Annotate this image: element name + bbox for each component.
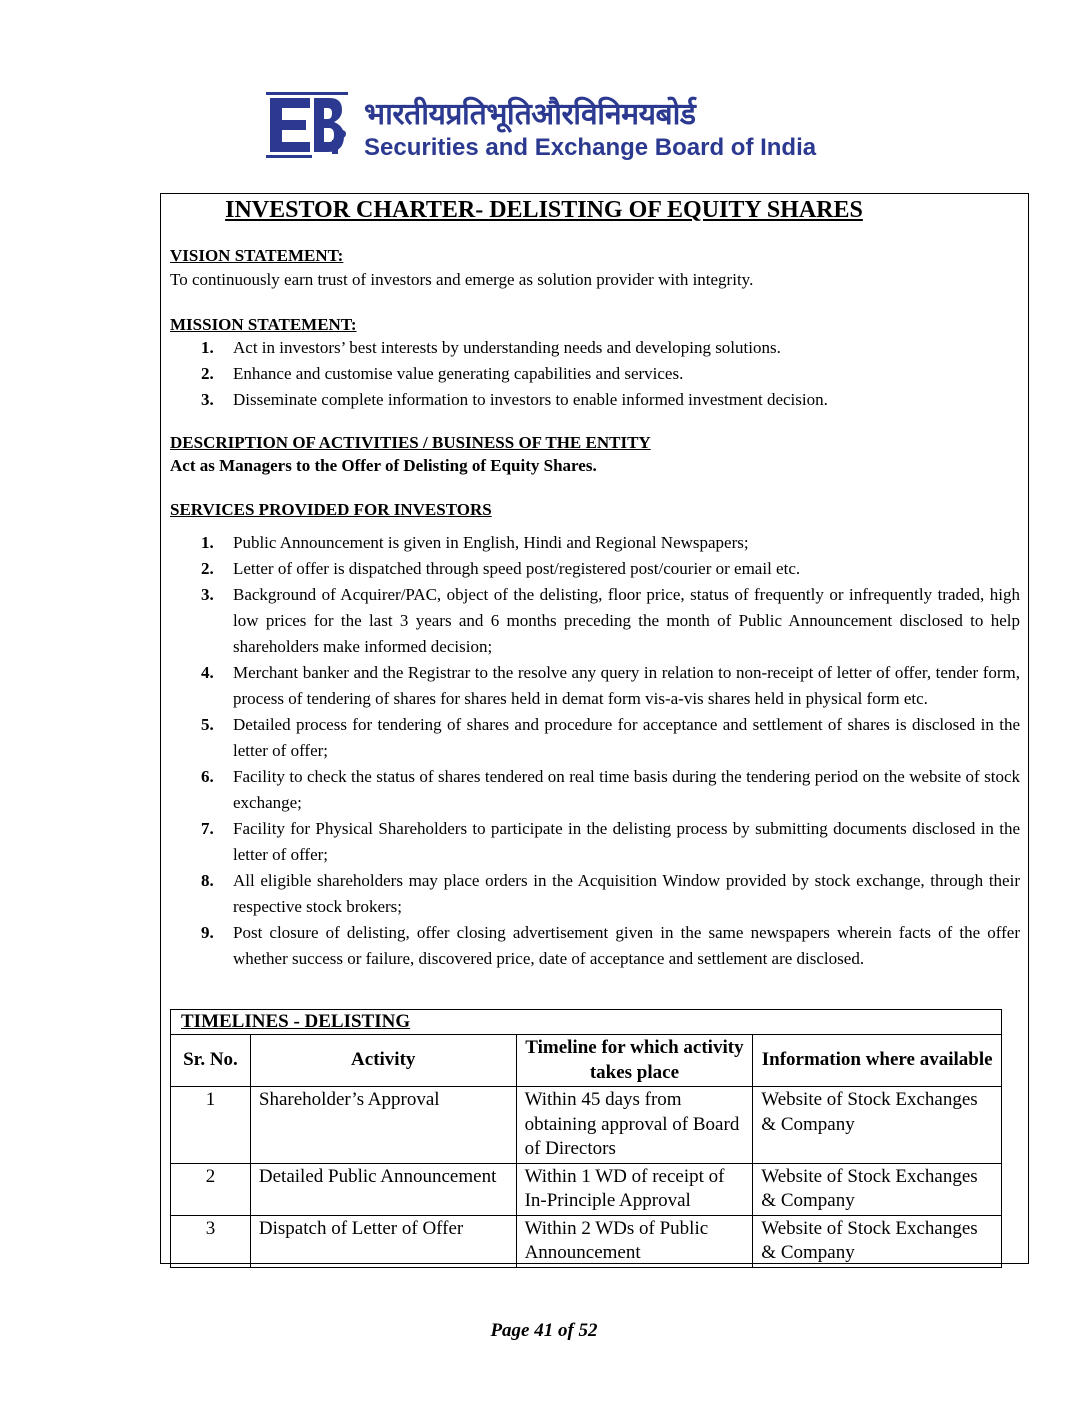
list-number: 3. <box>201 585 214 604</box>
list-text: Enhance and customise value generating capabilities and services. <box>233 364 684 383</box>
list-item <box>195 712 1020 764</box>
table-row <box>171 1087 1002 1164</box>
table-header-row <box>171 1035 1002 1087</box>
mission-list <box>195 335 1020 413</box>
list-number: 3. <box>201 390 214 409</box>
description-heading: DESCRIPTION OF ACTIVITIES / BUSINESS OF THE ENTITY <box>170 433 651 452</box>
cell-activity: Detailed Public Announcement <box>250 1163 516 1215</box>
column-header-sr: Sr. No. <box>171 1035 251 1087</box>
cell-timeline: Within 45 days from obtaining approval of Board of Directors <box>516 1087 753 1164</box>
list-number: 2. <box>201 559 214 578</box>
cell-info: Website of Stock Exchanges & Company <box>753 1087 1002 1164</box>
cell-sr: 3 <box>171 1215 251 1267</box>
services-list <box>195 530 1020 972</box>
table-row <box>171 1163 1002 1215</box>
list-text: Detailed process for tendering of shares and procedure for acceptance and settlement of shares is disclosed in the letter of offer; <box>233 715 1020 760</box>
services-heading: SERVICES PROVIDED FOR INVESTORS <box>170 500 492 519</box>
list-text: Facility for Physical Shareholders to participate in the delisting process by submitting documents disclosed in the letter of offer; <box>233 819 1020 864</box>
list-item <box>195 660 1020 712</box>
cell-sr: 2 <box>171 1163 251 1215</box>
vision-heading: VISION STATEMENT: <box>170 246 344 265</box>
vision-text: To continuously earn trust of investors and emerge as solution provider with integrity. <box>170 270 754 289</box>
cell-activity: Dispatch of Letter of Offer <box>250 1215 516 1267</box>
list-text: Background of Acquirer/PAC, object of the delisting, floor price, status of frequently or infrequently traded, high low prices for the last 3 years and 6 months preceding the month of Public Announcement disclosed to help shareholders make informed decision; <box>233 585 1020 656</box>
list-item <box>195 335 1020 361</box>
sebi-logo-icon <box>266 92 348 158</box>
cell-timeline: Within 1 WD of receipt of In-Principle Approval <box>516 1163 753 1215</box>
list-item <box>195 530 1020 556</box>
list-text: All eligible shareholders may place orders in the Acquisition Window provided by stock exchange, through their respective stock brokers; <box>233 871 1020 916</box>
list-number: 5. <box>201 715 214 734</box>
column-header-info: Information where available <box>753 1035 1002 1087</box>
list-text: Disseminate complete information to investors to enable informed investment decision. <box>233 390 828 409</box>
mission-heading: MISSION STATEMENT: <box>170 315 357 334</box>
list-text: Post closure of delisting, offer closing advertisement given in the same newspapers wherein facts of the offer whether success or failure, discovered price, date of acceptance and settlement are disclosed. <box>233 923 1020 968</box>
page-title: INVESTOR CHARTER- DELISTING OF EQUITY SHARES <box>225 197 863 223</box>
cell-info: Website of Stock Exchanges & Company <box>753 1163 1002 1215</box>
list-number: 1. <box>201 338 214 357</box>
list-text: Letter of offer is dispatched through speed post/registered post/courier or email etc. <box>233 559 801 578</box>
list-item <box>195 920 1020 972</box>
list-text: Merchant banker and the Registrar to the resolve any query in relation to non-receipt of letter of offer, tender form, process of tendering of shares for shares held in demat form vis-a-vis shares held in physical form etc. <box>233 663 1020 708</box>
cell-info: Website of Stock Exchanges & Company <box>753 1215 1002 1267</box>
list-item <box>195 582 1020 660</box>
timelines-table <box>170 1009 1002 1268</box>
cell-sr: 1 <box>171 1087 251 1164</box>
list-item <box>195 816 1020 868</box>
list-number: 7. <box>201 819 214 838</box>
cell-activity: Shareholder’s Approval <box>250 1087 516 1164</box>
description-text: Act as Managers to the Offer of Delisting of Equity Shares. <box>170 456 597 475</box>
list-item <box>195 868 1020 920</box>
list-text: Public Announcement is given in English, Hindi and Regional Newspapers; <box>233 533 749 552</box>
list-item <box>195 387 1020 413</box>
list-number: 1. <box>201 533 214 552</box>
sebi-header <box>266 92 866 172</box>
list-item <box>195 556 1020 582</box>
list-item <box>195 361 1020 387</box>
column-header-activity: Activity <box>250 1035 516 1087</box>
list-number: 8. <box>201 871 214 890</box>
logo-text-hindi: भारतीयप्रतिभूतिऔरविनिमयबोर्ड <box>364 97 696 132</box>
list-number: 4. <box>201 663 214 682</box>
list-number: 9. <box>201 923 214 942</box>
column-header-timeline: Timeline for which activity takes place <box>516 1035 753 1087</box>
page-number: Page 41 of 52 <box>490 1320 598 1341</box>
list-item <box>195 764 1020 816</box>
table-caption-row <box>171 1010 1002 1035</box>
list-number: 2. <box>201 364 214 383</box>
list-text: Act in investors’ best interests by understanding needs and developing solutions. <box>233 338 781 357</box>
table-caption: TIMELINES - DELISTING <box>171 1010 1002 1035</box>
list-number: 6. <box>201 767 214 786</box>
table-row <box>171 1215 1002 1267</box>
logo-text-english: Securities and Exchange Board of India <box>364 134 817 161</box>
list-text: Facility to check the status of shares tendered on real time basis during the tendering period on the website of stock exchange; <box>233 767 1020 812</box>
cell-timeline: Within 2 WDs of Public Announcement <box>516 1215 753 1267</box>
